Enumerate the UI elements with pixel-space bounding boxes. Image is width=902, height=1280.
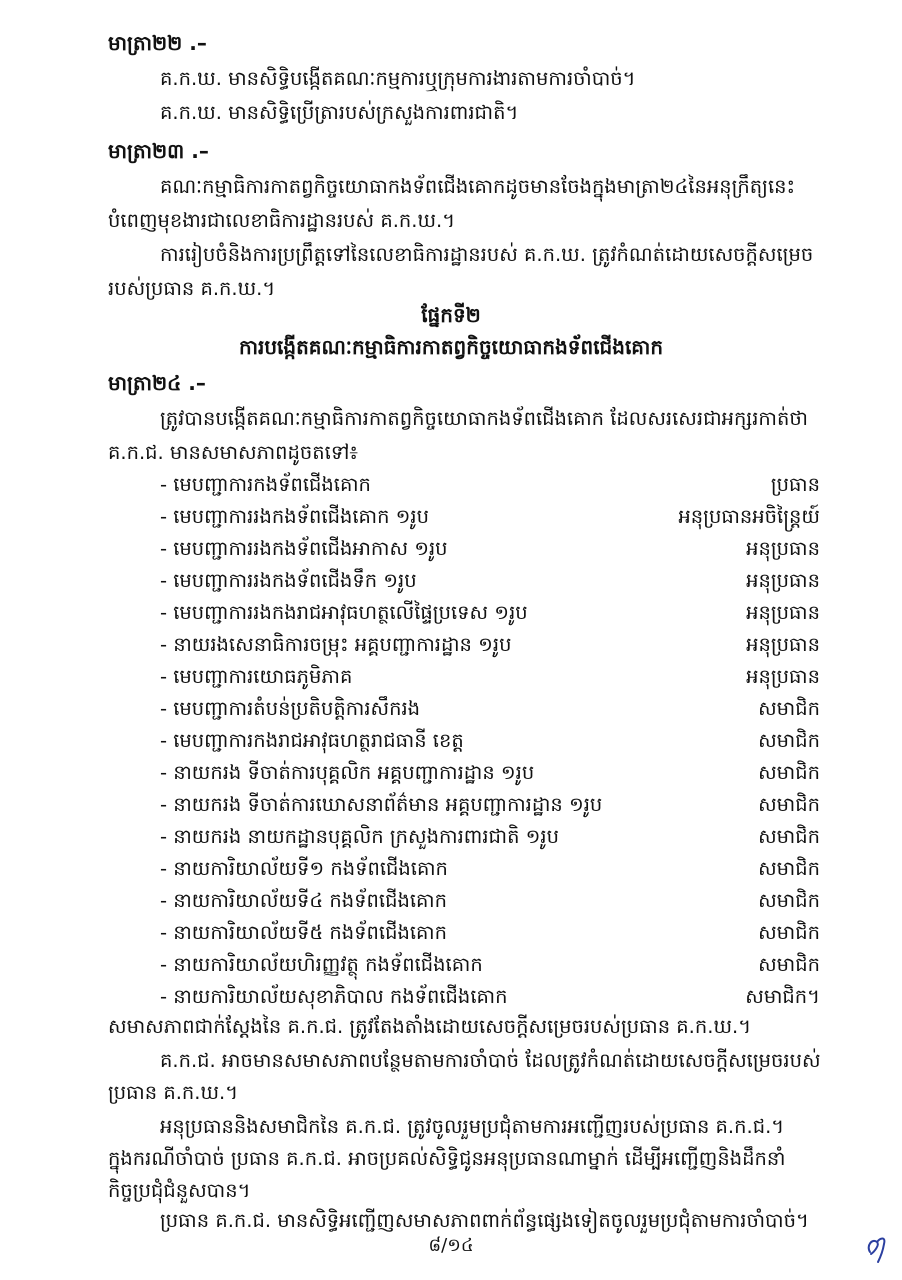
article-23-line-2: បំពេញមុខងារជាលេខាធិការដ្ឋានរបស់ គ.ក.ឃ.។ — [108, 209, 456, 232]
member-position: - នាយការិយាល័យទី១ កងទ័ពជើងគោក — [160, 857, 448, 880]
article-22-heading: មាត្រា២២ .– — [108, 31, 207, 55]
member-role: ប្រធាន — [770, 473, 820, 496]
member-row — [160, 534, 820, 564]
member-role: សមាជិក — [758, 921, 820, 944]
member-role: អនុប្រធាន — [746, 537, 820, 560]
member-position: - មេបញ្ជាការកងរាជអាវុធហត្ថរាជធានី ខេត្ត — [160, 729, 464, 752]
member-row — [160, 886, 820, 916]
article-23-heading: មាត្រា២៣ .– — [108, 139, 209, 163]
member-role: អនុប្រធាន — [746, 633, 820, 656]
member-position: - មេបញ្ជាការយោធភូមិភាគ — [160, 665, 353, 688]
after-line-1: សមាសភាពជាក់ស្តែងនៃ គ.ក.ជ. ត្រូវតែងតាំងដោយសេចក្តីសម្រេចរបស់ប្រធាន គ.ក.ឃ.។ — [108, 1015, 752, 1038]
member-position: - នាយការិយាល័យសុខាភិបាល កងទ័ពជើងគោក — [160, 985, 508, 1008]
member-row — [160, 758, 820, 788]
member-role: អនុប្រធាន — [746, 665, 820, 688]
member-position: - នាយការិយាល័យទី៥ កងទ័ពជើងគោក — [160, 921, 447, 944]
member-row — [160, 470, 820, 500]
member-role: សមាជិក — [758, 761, 820, 784]
member-role: អនុប្រធានអចិន្ត្រៃយ៍ — [678, 505, 820, 528]
after-line-4: អនុប្រធាននិងសមាជិកនៃ គ.ក.ជ. ត្រូវចូលរួមប្រជុំតាមការអញ្ជើញរបស់ប្រធាន គ.ក.ជ.។ — [160, 1115, 785, 1138]
initial-signature — [862, 1230, 892, 1266]
member-row — [160, 566, 820, 596]
member-row — [160, 662, 820, 692]
member-role: សមាជិក — [758, 857, 820, 880]
member-role: អនុប្រធាន — [746, 601, 820, 624]
member-role: សមាជិក។ — [745, 985, 820, 1008]
member-position: - មេបញ្ជាការរងកងទ័ពជើងអាកាស ១រូប — [160, 537, 448, 560]
member-row — [160, 502, 820, 532]
member-position: - នាយការិយាល័យហិរញ្ញវត្ថុ កងទ័ពជើងគោក — [160, 953, 483, 976]
article-23-line-1: គណៈកម្មាធិការកាតព្វកិច្ចយោធាកងទ័ពជើងគោកដូចមានចែងក្នុងមាត្រា២៤នៃអនុក្រឹត្យនេះ — [160, 175, 796, 198]
after-line-3: ប្រធាន គ.ក.ឃ.។ — [108, 1081, 239, 1104]
member-position: - មេបញ្ជាការកងទ័ពជើងគោក — [160, 473, 371, 496]
member-position: - មេបញ្ជាការតំបន់ប្រតិបត្តិការសឹករង — [160, 697, 421, 720]
after-line-2: គ.ក.ជ. អាចមានសមាសភាពបន្ថែមតាមការចាំបាច់ ដែលត្រូវកំណត់ដោយសេចក្តីសម្រេចរបស់ — [160, 1049, 821, 1072]
member-role: សមាជិក — [758, 697, 820, 720]
member-row — [160, 854, 820, 884]
member-position: - មេបញ្ជាការរងកងរាជអាវុធហត្ថលើផ្ទៃប្រទេស ១រូប — [160, 601, 528, 624]
article-23-line-3: ការរៀបចំនិងការប្រព្រឹត្តទៅនៃលេខាធិការដ្ឋានរបស់ គ.ក.ឃ. ត្រូវកំណត់ដោយសេចក្តីសម្រេច — [160, 243, 814, 266]
member-row — [160, 726, 820, 756]
article-24-line-2: គ.ក.ជ. មានសមាសភាពដូចតទៅ៖ — [108, 441, 358, 464]
member-position: - នាយករង ទីចាត់ការឃោសនាព័ត៌មាន អគ្គបញ្ជាការដ្ឋាន ១រូប — [160, 793, 603, 816]
member-role: សមាជិក — [758, 889, 820, 912]
article-22-line-1: គ.ក.ឃ. មានសិទ្ធិបង្កើតគណៈកម្មការឬក្រុមការងារតាមការចាំបាច់។ — [160, 67, 636, 90]
article-24-heading: មាត្រា២៤ .– — [108, 371, 206, 395]
member-position: - នាយករង នាយកដ្ឋានបុគ្គលិក ក្រសួងការពារជាតិ ១រូប — [160, 825, 559, 848]
after-line-7: ប្រធាន គ.ក.ជ. មានសិទ្ធិអញ្ជើញសមាសភាពពាក់ព័ន្ធផ្សេងទៀតចូលរួមប្រជុំតាមការចាំបាច់។ — [160, 1209, 809, 1232]
member-role: សមាជិក — [758, 729, 820, 752]
member-role: សមាជិក — [758, 825, 820, 848]
member-position: - មេបញ្ជាការរងកងទ័ពជើងគោក ១រូប — [160, 505, 429, 528]
member-role: សមាជិក — [758, 793, 820, 816]
article-22-line-2: គ.ក.ឃ. មានសិទ្ធិប្រើត្រារបស់ក្រសួងការពារជាតិ។ — [160, 101, 519, 124]
after-line-5: ក្នុងករណីចាំបាច់ ប្រធាន គ.ក.ជ. អាចប្រគល់សិទ្ធិជូនអនុប្រធានណាម្នាក់ ដើម្បីអញ្ជើញនិងដឹកនាំ — [108, 1147, 786, 1170]
member-position: - នាយការិយាល័យទី៤ កងទ័ពជើងគោក — [160, 889, 447, 912]
section-heading: ផ្នែកទី២ — [421, 303, 481, 327]
member-position: - នាយរងសេនាធិការចម្រុះ អគ្គបញ្ជាការដ្ឋាន ១រូប — [160, 633, 512, 656]
after-line-6: កិច្ចប្រជុំជំនួសបាន។ — [108, 1179, 251, 1202]
member-row — [160, 918, 820, 948]
member-row — [160, 630, 820, 660]
member-row — [160, 982, 820, 1012]
member-position: - មេបញ្ជាការរងកងទ័ពជើងទឹក ១រូប — [160, 569, 417, 592]
member-row — [160, 822, 820, 852]
page-number: ៨/១៤ — [428, 1235, 474, 1256]
member-row — [160, 598, 820, 628]
section-title: ការបង្កើតគណៈកម្មាធិការកាតព្វកិច្ចយោធាកងទ័ពជើងគោក — [238, 335, 664, 359]
article-23-line-4: របស់ប្រធាន គ.ក.ឃ.។ — [108, 277, 276, 300]
member-position: - នាយករង ទីចាត់ការបុគ្គលិក អគ្គបញ្ជាការដ្ឋាន ១រូប — [160, 761, 535, 784]
member-role: អនុប្រធាន — [746, 569, 820, 592]
member-row — [160, 694, 820, 724]
member-row — [160, 790, 820, 820]
article-24-line-1: ត្រូវបានបង្កើតគណៈកម្មាធិការកាតព្វកិច្ចយោធាកងទ័ពជើងគោក ដែលសរសេរជាអក្សរកាត់ថា — [160, 407, 808, 430]
member-role: សមាជិក — [758, 953, 820, 976]
member-row — [160, 950, 820, 980]
